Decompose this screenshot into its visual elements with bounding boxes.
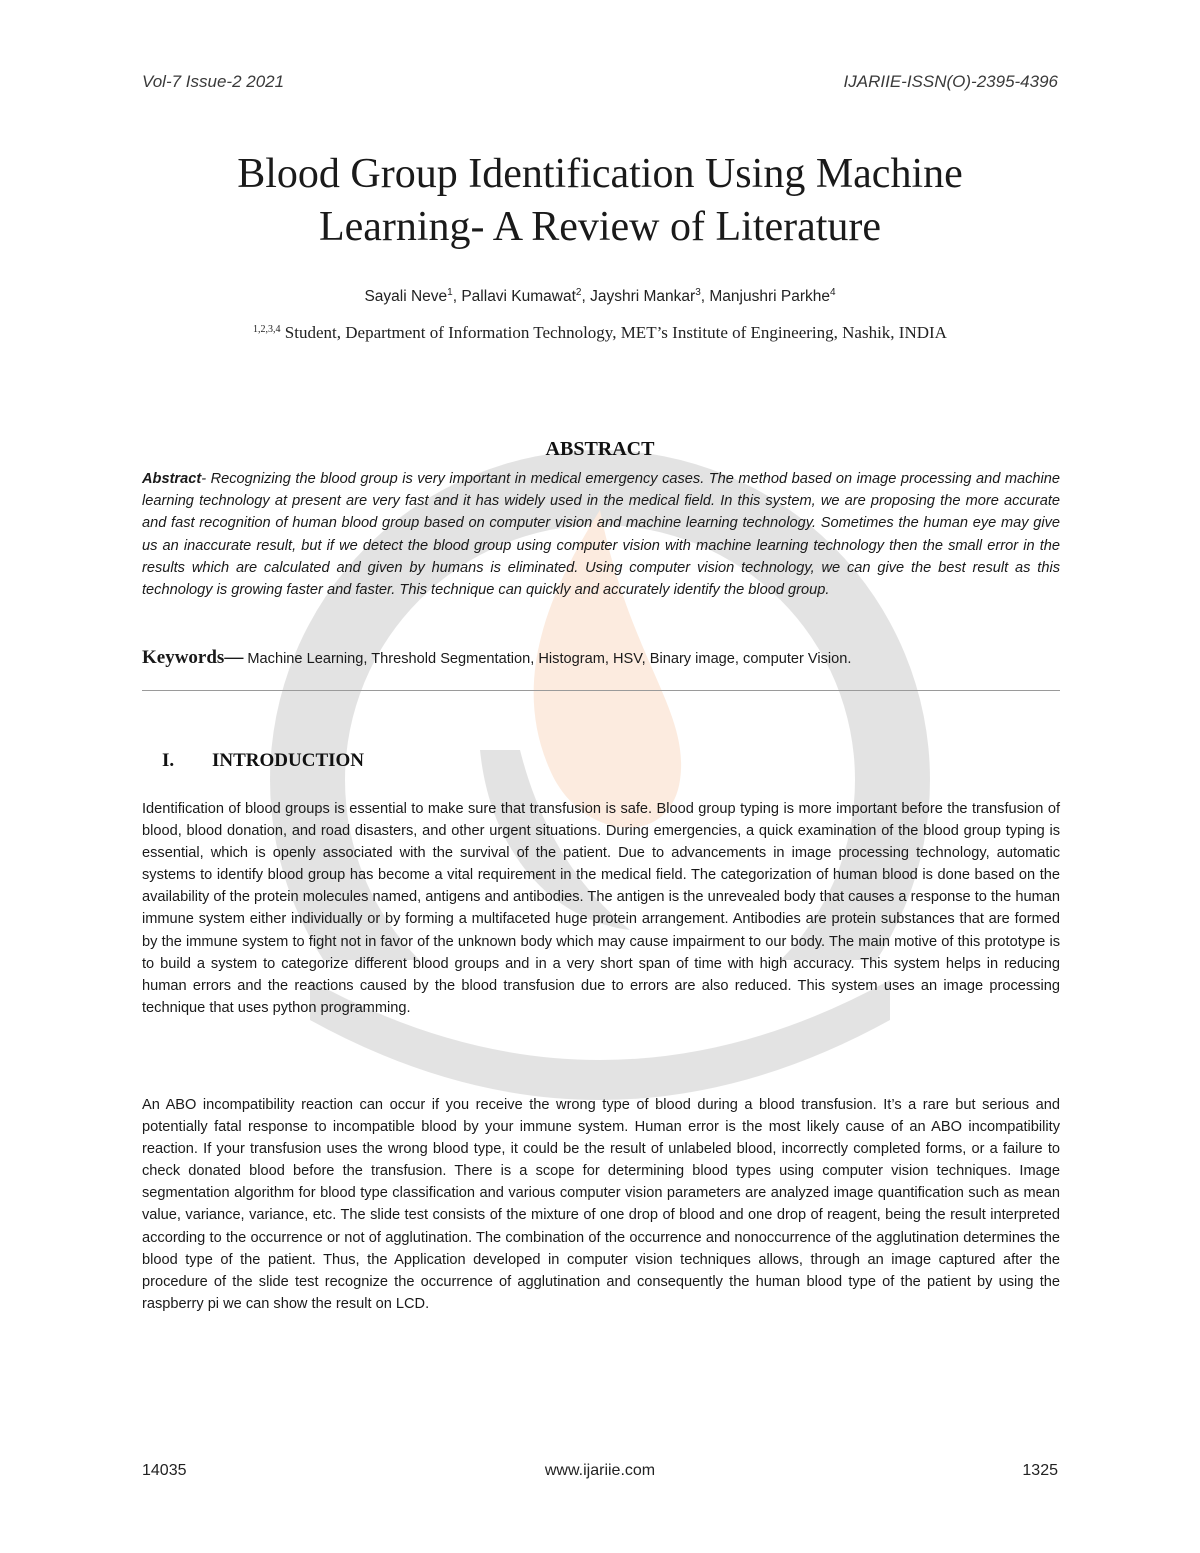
affiliation bbox=[100, 323, 1100, 343]
affiliation-text: Student, Department of Information Technology, MET’s Institute of Engineering, Nashik, INDIA bbox=[280, 323, 947, 342]
section-title: INTRODUCTION bbox=[212, 750, 365, 771]
author-sup: 3 bbox=[695, 287, 701, 298]
intro-paragraph-1: Identification of blood groups is essential to make sure that transfusion is safe. Blood group typing is more important before the transfusion of blood, blood donation, and road disasters, and other urgent situations. During emergencies, a quick examination of the blood group typing is essential, which is openly associated with the survival of the patient. Due to advancements in image processing technology, automatic systems to identify blood group has become a vital requirement in the medical field. The categorization of human blood is done based on the availability of the protein molecules named, antigens and antibodies. The antigen is the unrevealed body that causes a response to the human immune system either individually or by forming a multifaceted huge protein arrangement. Antibodies are protein substances that are formed by the immune system to fight not in favor of the unknown body which may cause impairment to our body. The main motive of this prototype is to build a system to categorize different blood groups and in a very short span of time with high accuracy. This system helps in reducing human errors and the reactions caused by the blood transfusion due to errors are also reduced. This system uses an image processing technique that uses python programming. bbox=[142, 801, 1060, 1016]
author-name: Pallavi Kumawat bbox=[461, 288, 576, 305]
title-line-1: Blood Group Identification Using Machine bbox=[237, 151, 963, 197]
author-sup: 2 bbox=[575, 287, 582, 298]
section-divider bbox=[142, 690, 1060, 691]
footer-website: www.ijariie.com bbox=[544, 1462, 656, 1479]
author-list: Sayali Neve$^1$, Pallavi Kumawat$^2$, Jayshri Mankar$^3$, Manjushri Parkhe$^4$ bbox=[364, 287, 836, 305]
title-line-2: Learning- A Review of Literature bbox=[318, 204, 882, 250]
affiliation-sup: 1,2,3,4 bbox=[253, 324, 281, 335]
footer-page-number: 1325 bbox=[1022, 1462, 1058, 1479]
intro-paragraph-2: An ABO incompatibility reaction can occur if you receive the wrong type of blood during a blood transfusion. It’s a rare but serious and potentially fatal response to incompatible blood by your immune system. Human error is the most likely cause of an ABO incompatibility reaction. If your transfusion uses the wrong blood type, it could be the result of unlabeled blood, incorrectly completed forms, or a failure to check donated blood before the transfusion. There is a scope for determining blood types using computer vision techniques. Image segmentation algorithm for blood type classification and various computer vision parameters are analyzed image quantification such as mean value, variance, variance, etc. The slide test consists of the mixture of one drop of blood and one drop of reagent, being the result interpreted according to the occurrence or not of agglutination. The combination of the occurrence and nonoccurrence of the agglutination determines the blood type of the patient. Thus, the Application developed in computer vision techniques allows, through an image captured after the procedure of the slide test recognize the occurrence of agglutination and consequently the human blood type of the patient by using the raspberry pi we can show the result on LCD. bbox=[142, 1097, 1060, 1312]
author-sup: 4 bbox=[830, 287, 836, 298]
journal-issn: IJARIIE-ISSN(O)-2395-4396 bbox=[843, 72, 1058, 91]
abstract-text: - Recognizing the blood group is very important in medical emergency cases. The method based on image processing and machine learning technology at present are very fast and it has widely used in the medical field. In this system, we are proposing the more accurate and fast recognition of human blood group based on computer vision and machine learning technology. Sometimes the human eye may give us an inaccurate result, but if we detect the blood group using computer vision with machine learning technology then the small error in the results which are calculated and given by humans is eliminated. Using computer vision technology, we can give the best result as this technology is growing faster and faster. This technique can quickly and accurately identify the blood group. bbox=[142, 471, 1060, 599]
page-header bbox=[142, 72, 1058, 96]
section-number: I. bbox=[162, 750, 175, 771]
paper-title bbox=[100, 148, 1100, 254]
abstract-body bbox=[142, 468, 1060, 601]
keywords-text: Machine Learning, Threshold Segmentation, Histogram, HSV, Binary image, computer Vision. bbox=[243, 651, 852, 667]
author-sup: 1 bbox=[447, 287, 453, 298]
footer-paper-id: 14035 bbox=[142, 1462, 187, 1479]
author-name: Jayshri Mankar bbox=[590, 288, 696, 305]
abstract-lead: Abstract bbox=[142, 471, 202, 487]
keywords bbox=[142, 647, 1060, 669]
section-heading-introduction bbox=[162, 750, 364, 772]
page-footer bbox=[142, 1462, 1058, 1486]
author-name: Manjushri Parkhe bbox=[709, 288, 830, 305]
keywords-dash: — bbox=[224, 647, 244, 668]
journal-volume: Vol-7 Issue-2 2021 bbox=[142, 72, 285, 91]
author-name: Sayali Neve bbox=[364, 288, 448, 305]
abstract-heading: ABSTRACT bbox=[545, 438, 655, 460]
keywords-label: Keywords bbox=[142, 647, 225, 668]
